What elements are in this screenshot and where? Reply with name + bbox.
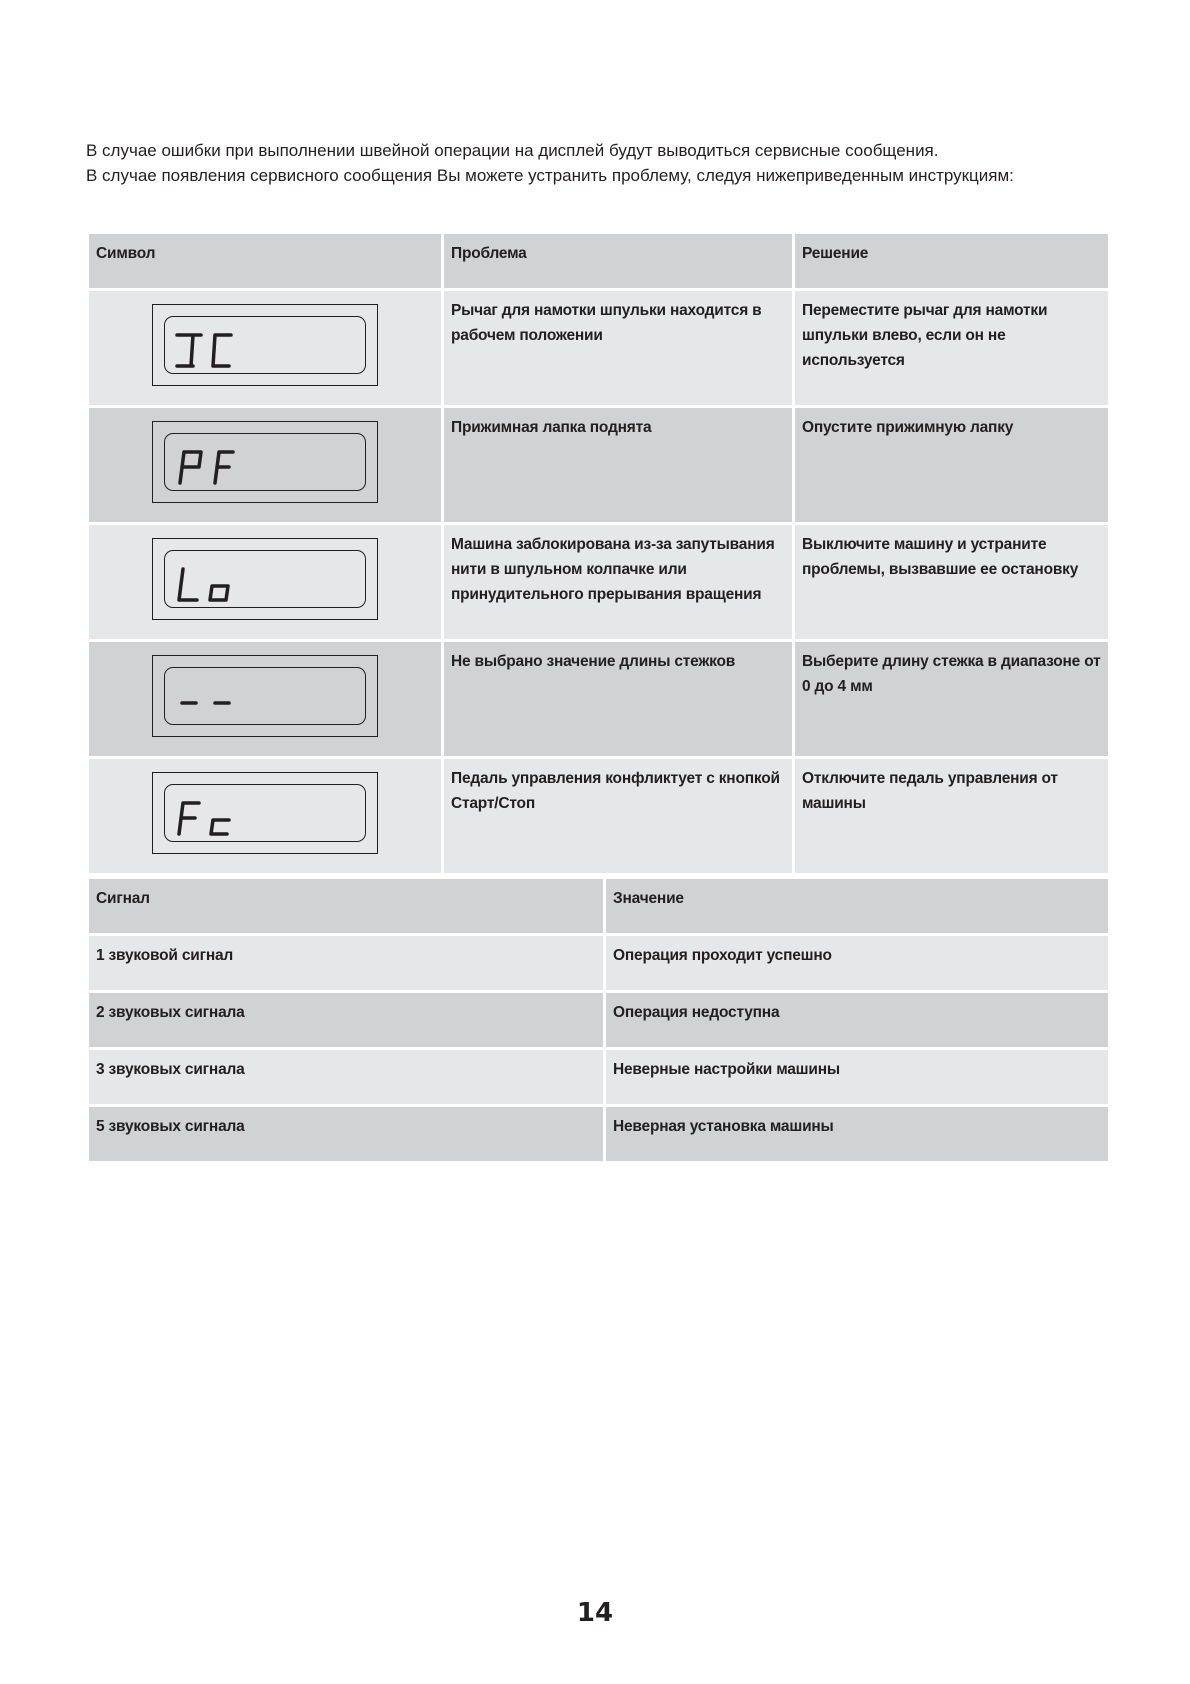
meaning-cell: Неверная установка машины xyxy=(606,1107,1108,1161)
problem-cell: Машина заблокирована из-за запутывания нити в шпульном колпачке или принудительного прерывания вращения xyxy=(444,525,792,639)
error-table xyxy=(86,231,1111,876)
page-number: 14 xyxy=(576,1598,614,1628)
lcd-display xyxy=(152,304,378,386)
meaning-cell: Операция проходит успешно xyxy=(606,936,1108,990)
table-row xyxy=(89,936,1108,990)
symbol-cell xyxy=(89,291,441,405)
table-row xyxy=(89,993,1108,1047)
solution-cell: Опустите прижимную лапку xyxy=(795,408,1108,522)
header-solution: Решение xyxy=(795,234,1108,288)
meaning-cell: Неверные настройки машины xyxy=(606,1050,1108,1104)
solution-cell: Выключите машину и устраните проблемы, вызвавшие ее остановку xyxy=(795,525,1108,639)
lcd-display xyxy=(152,538,378,620)
solution-cell: Переместите рычаг для намотки шпульки влево, если он не используется xyxy=(795,291,1108,405)
table-row xyxy=(89,291,1108,405)
lcd-display xyxy=(152,421,378,503)
header-problem: Проблема xyxy=(444,234,792,288)
lcd-display xyxy=(152,655,378,737)
signal-table-header xyxy=(89,879,1108,933)
meaning-cell: Операция недоступна xyxy=(606,993,1108,1047)
intro-line-1: В случае ошибки при выполнении швейной операции на дисплей будут выводиться сервисные сообщения. xyxy=(86,141,939,160)
intro-line-2: В случае появления сервисного сообщения Вы можете устранить проблему, следуя нижеприведенным инструкциям: xyxy=(86,166,1014,185)
display-code-jc xyxy=(167,316,257,376)
lcd-display xyxy=(152,772,378,854)
signal-table xyxy=(86,876,1111,1164)
solution-cell: Выберите длину стежка в диапазоне от 0 до 4 мм xyxy=(795,642,1108,756)
error-table-header xyxy=(89,234,1108,288)
display-code-lo xyxy=(167,550,257,610)
table-row xyxy=(89,1050,1108,1104)
solution-cell: Отключите педаль управления от машины xyxy=(795,759,1108,873)
display-code-dashes xyxy=(167,667,257,727)
problem-cell: Прижимная лапка поднята xyxy=(444,408,792,522)
problem-cell: Педаль управления конфликтует с кнопкой Старт/Стоп xyxy=(444,759,792,873)
table-row xyxy=(89,642,1108,756)
intro-text xyxy=(86,138,1096,188)
display-code-fc xyxy=(167,784,257,844)
table-row xyxy=(89,759,1108,873)
problem-cell: Рычаг для намотки шпульки находится в рабочем положении xyxy=(444,291,792,405)
table-row xyxy=(89,408,1108,522)
signal-cell: 5 звуковых сигнала xyxy=(89,1107,603,1161)
header-symbol: Символ xyxy=(89,234,441,288)
signal-cell: 1 звуковой сигнал xyxy=(89,936,603,990)
display-code-pf xyxy=(167,433,257,493)
table-row xyxy=(89,525,1108,639)
signal-cell: 2 звуковых сигнала xyxy=(89,993,603,1047)
header-signal: Сигнал xyxy=(89,879,603,933)
symbol-cell xyxy=(89,408,441,522)
table-row xyxy=(89,1107,1108,1161)
symbol-cell xyxy=(89,642,441,756)
signal-cell: 3 звуковых сигнала xyxy=(89,1050,603,1104)
header-meaning: Значение xyxy=(606,879,1108,933)
symbol-cell xyxy=(89,525,441,639)
problem-cell: Не выбрано значение длины стежков xyxy=(444,642,792,756)
symbol-cell xyxy=(89,759,441,873)
